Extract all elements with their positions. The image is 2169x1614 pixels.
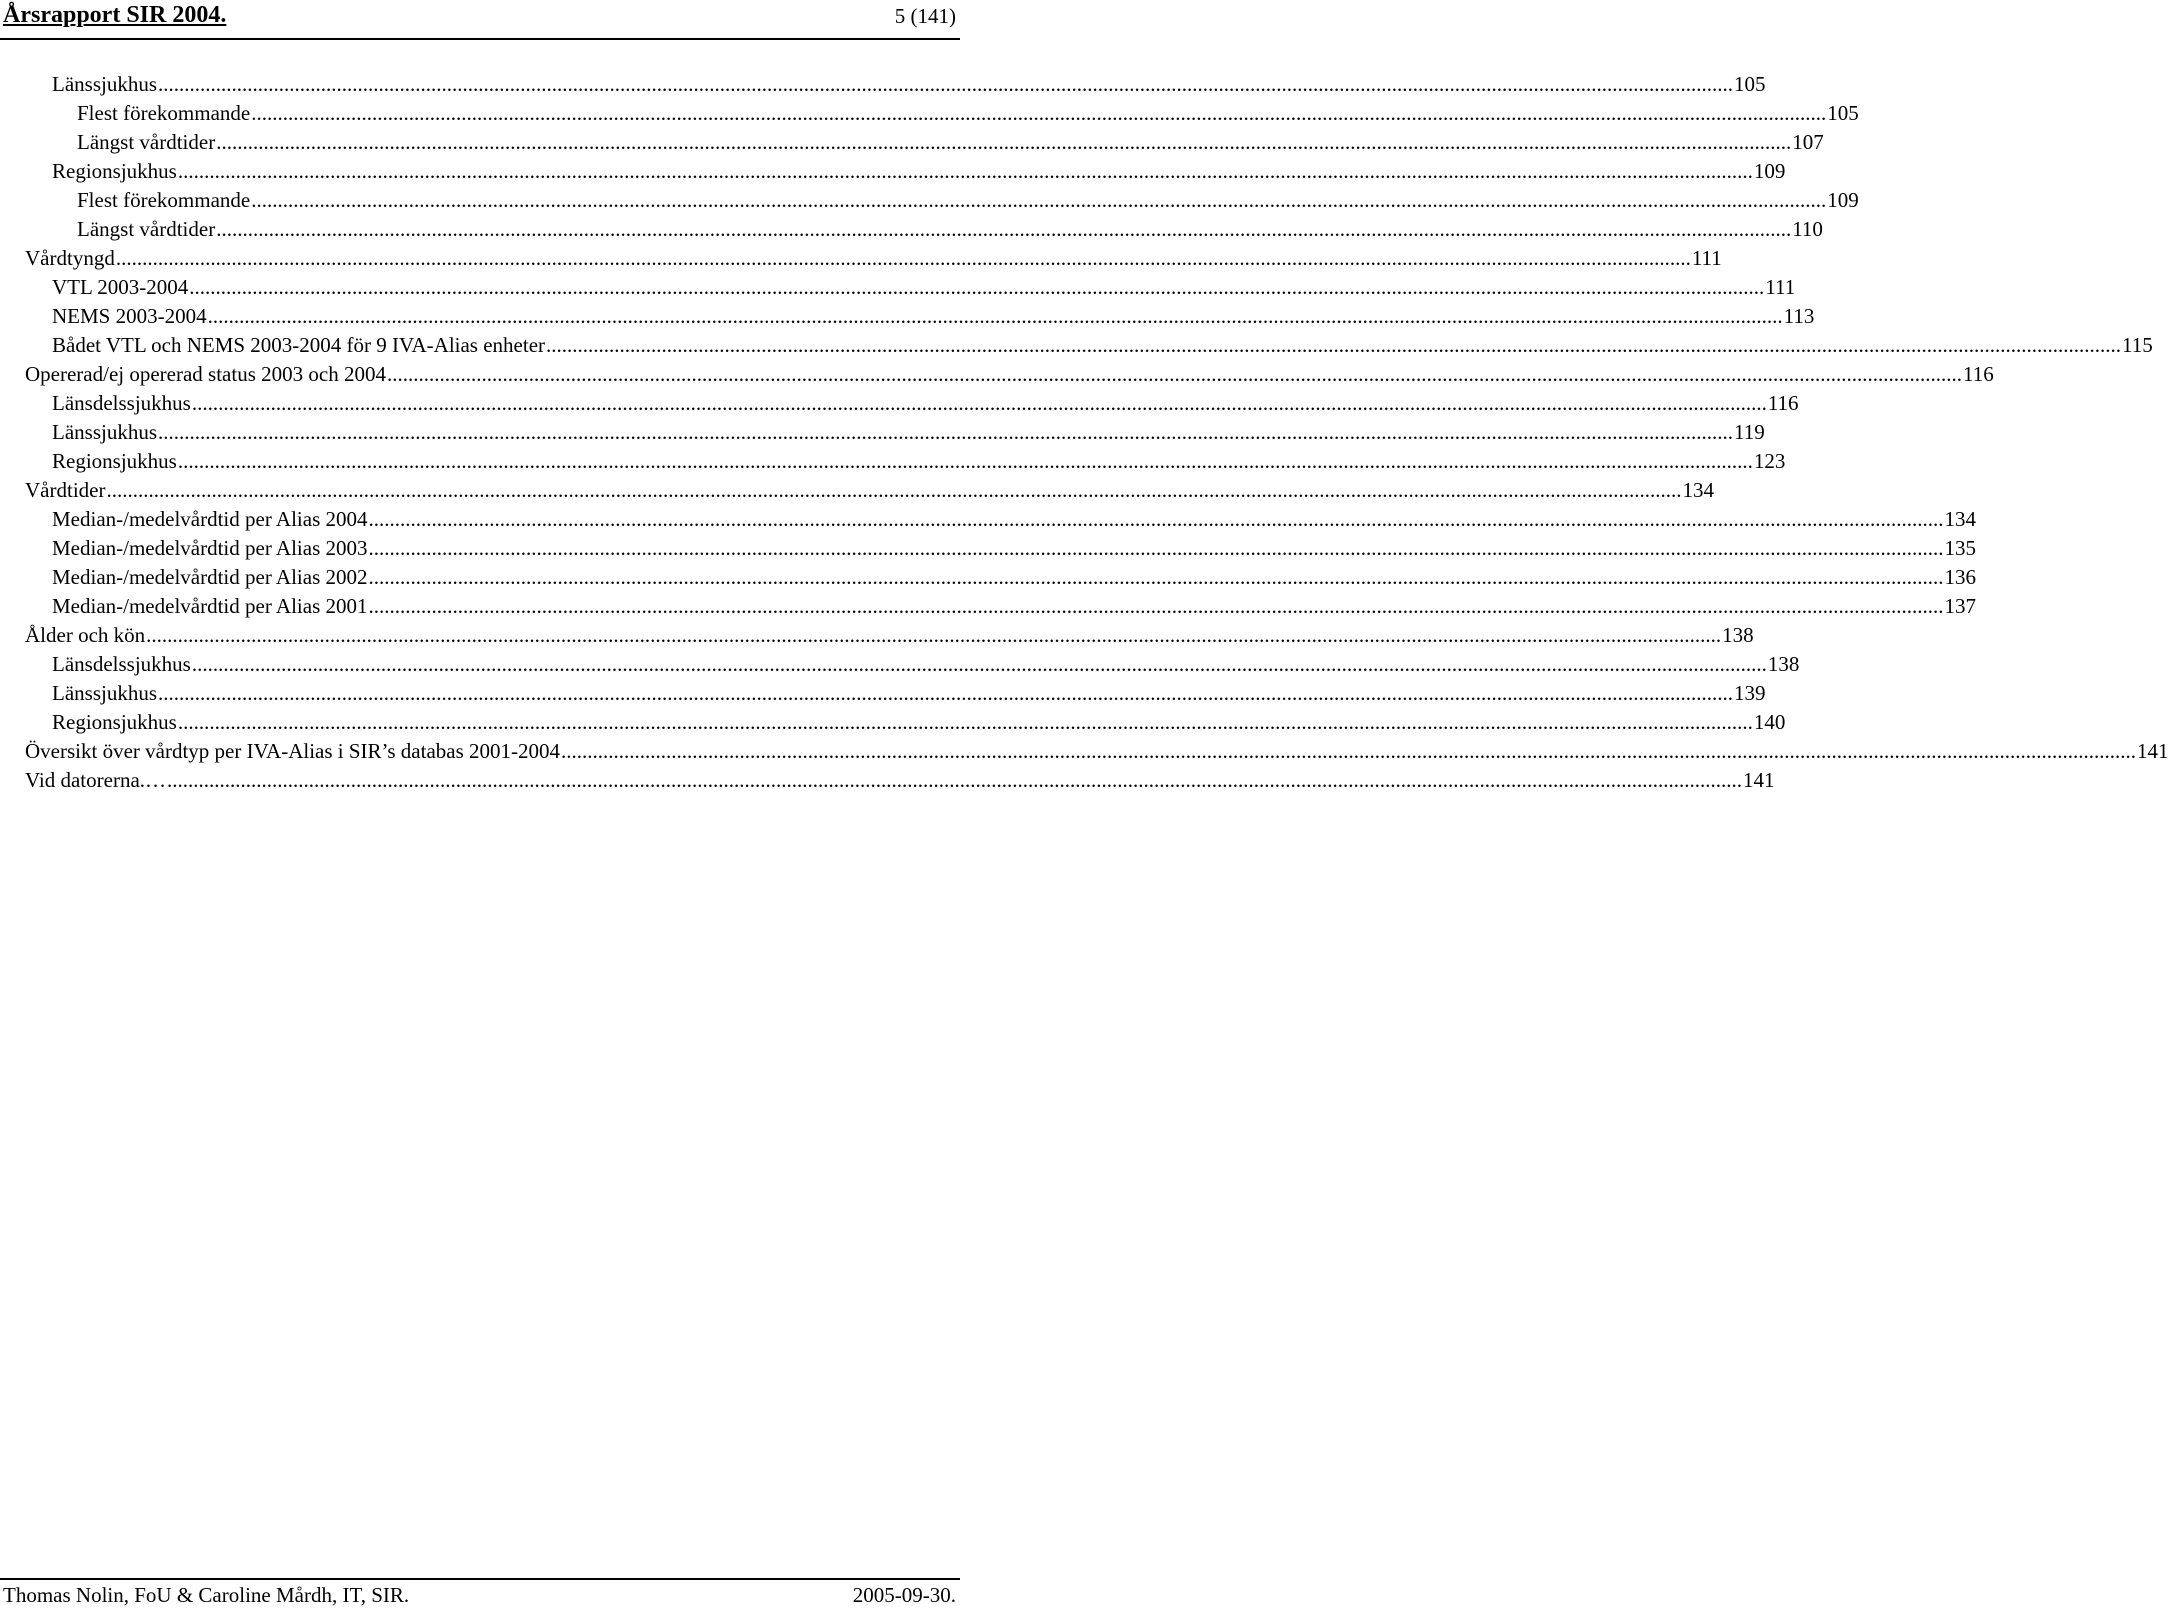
toc-entry-page: 109 bbox=[1827, 188, 1859, 212]
toc-dot-leader: ............................................................................................................................................................................................................................................................................................................ bbox=[146, 623, 1722, 647]
toc-dot-leader: ............................................................................................................................................................................................................................................................................................................ bbox=[191, 391, 1767, 415]
toc-entry[interactable] bbox=[25, 621, 1754, 650]
toc-entry-label: Längst vårdtider bbox=[77, 130, 216, 154]
toc-entry-label: Median-/medelvårdtid per Alias 2002 bbox=[52, 565, 368, 589]
toc-dot-leader: ............................................................................................................................................................................................................................................................................................................ bbox=[177, 449, 1753, 473]
toc-entry-label: Median-/medelvårdtid per Alias 2004 bbox=[52, 507, 368, 531]
toc-entry-page: 119 bbox=[1734, 420, 1765, 444]
toc-entry-page: 136 bbox=[1944, 565, 1977, 589]
toc-entry-page: 140 bbox=[1753, 710, 1786, 734]
toc-entry-label: Opererad/ej opererad status 2003 och 2004 bbox=[25, 362, 386, 386]
toc-entry-page: 138 bbox=[1722, 623, 1754, 647]
toc-entry-label: Flest förekommande bbox=[77, 101, 251, 125]
toc-entry-page: 134 bbox=[1682, 478, 1714, 502]
toc-entry-label: Längst vårdtider bbox=[77, 217, 216, 241]
toc-entry-label: Regionsjukhus bbox=[52, 159, 177, 183]
toc-entry[interactable] bbox=[25, 505, 1977, 534]
toc-dot-leader: ............................................................................................................................................................................................................................................................................................................ bbox=[368, 565, 1944, 589]
toc-dot-leader: ............................................................................................................................................................................................................................................................................................................ bbox=[368, 594, 1944, 618]
page-footer bbox=[0, 1578, 960, 1614]
toc-entry[interactable] bbox=[25, 273, 1796, 302]
toc-entry[interactable] bbox=[25, 331, 2153, 360]
toc-dot-leader: ............................................................................................................................................................................................................................................................................................................ bbox=[546, 333, 2122, 357]
toc-entry[interactable] bbox=[25, 766, 1775, 795]
toc-entry-page: 137 bbox=[1944, 594, 1977, 618]
toc-entry-label: Länsdelssjukhus bbox=[52, 652, 191, 676]
toc-entry-page: 134 bbox=[1944, 507, 1977, 531]
toc-entry-page: 111 bbox=[1765, 275, 1796, 299]
footer-authors: Thomas Nolin, FoU & Caroline Mårdh, IT, SIR. bbox=[3, 1583, 410, 1607]
toc-entry-page: 110 bbox=[1792, 217, 1823, 241]
toc-entry[interactable] bbox=[25, 244, 1722, 273]
toc-dot-leader: ............................................................................................................................................................................................................................................................................................................ bbox=[368, 507, 1944, 531]
toc-entry[interactable] bbox=[25, 302, 1815, 331]
toc-entry-label: NEMS 2003-2004 bbox=[52, 304, 207, 328]
toc-entry[interactable] bbox=[25, 99, 1859, 128]
toc-entry-page: 135 bbox=[1944, 536, 1977, 560]
footer-date: 2005-09-30. bbox=[852, 1583, 956, 1607]
document-title: Årsrapport SIR 2004. bbox=[3, 2, 227, 28]
toc-entry-page: 115 bbox=[2122, 333, 2153, 357]
toc-dot-leader: ............................................................................................................................................................................................................................................................................................................ bbox=[251, 188, 1827, 212]
toc-entry[interactable] bbox=[25, 447, 1786, 476]
toc-dot-leader: ............................................................................................................................................................................................................................................................................................................ bbox=[158, 681, 1733, 705]
toc-dot-leader: ............................................................................................................................................................................................................................................................................................................ bbox=[216, 130, 1792, 154]
toc-entry-page: 139 bbox=[1734, 681, 1766, 705]
toc-dot-leader: ............................................................................................................................................................................................................................................................................................................ bbox=[177, 710, 1753, 734]
toc-dot-leader: ............................................................................................................................................................................................................................................................................................................ bbox=[106, 478, 1682, 502]
toc-dot-leader: ............................................................................................................................................................................................................................................................................................................ bbox=[368, 536, 1944, 560]
toc-entry-page: 113 bbox=[1783, 304, 1815, 328]
toc-entry-label: Länssjukhus bbox=[52, 681, 157, 705]
toc-entry-page: 123 bbox=[1753, 449, 1786, 473]
toc-entry[interactable] bbox=[25, 708, 1786, 737]
toc-dot-leader: ............................................................................................................................................................................................................................................................................................................ bbox=[191, 652, 1767, 676]
toc-entry-label: Vårdtyngd bbox=[25, 246, 115, 270]
toc-entry[interactable] bbox=[25, 534, 1977, 563]
toc-entry-label: Översikt över vårdtyp per IVA-Alias i SIR’s databas 2001-2004 bbox=[25, 739, 561, 763]
toc-dot-leader: ............................................................................................................................................................................................................................................................................................................ bbox=[158, 420, 1733, 444]
toc-entry-label: Regionsjukhus bbox=[52, 710, 177, 734]
toc-entry-page: 107 bbox=[1792, 130, 1824, 154]
toc-dot-leader: ............................................................................................................................................................................................................................................................................................................ bbox=[207, 304, 1783, 328]
toc-entry[interactable] bbox=[25, 650, 1800, 679]
toc-entry-label: Vid datorerna.… bbox=[25, 768, 167, 792]
page-number: 5 (141) bbox=[894, 4, 956, 28]
toc-entry[interactable] bbox=[25, 679, 1766, 708]
table-of-contents bbox=[25, 70, 2169, 795]
toc-entry-page: 111 bbox=[1691, 246, 1722, 270]
toc-entry-page: 138 bbox=[1767, 652, 1800, 676]
toc-entry[interactable] bbox=[25, 186, 1859, 215]
toc-entry-page: 141 bbox=[1743, 768, 1775, 792]
toc-entry[interactable] bbox=[25, 215, 1823, 244]
toc-entry-label: Median-/medelvårdtid per Alias 2003 bbox=[52, 536, 368, 560]
toc-entry-label: Vårdtider bbox=[25, 478, 106, 502]
toc-dot-leader: ............................................................................................................................................................................................................................................................................................................ bbox=[167, 768, 1743, 792]
toc-dot-leader: ............................................................................................................................................................................................................................................................................................................ bbox=[189, 275, 1765, 299]
toc-entry-page: 109 bbox=[1753, 159, 1786, 183]
toc-dot-leader: ............................................................................................................................................................................................................................................................................................................ bbox=[115, 246, 1691, 270]
toc-entry[interactable] bbox=[25, 563, 1977, 592]
toc-entry[interactable] bbox=[25, 418, 1765, 447]
toc-dot-leader: ............................................................................................................................................................................................................................................................................................................ bbox=[216, 217, 1792, 241]
toc-entry-page: 105 bbox=[1734, 72, 1766, 96]
toc-entry[interactable] bbox=[25, 389, 1799, 418]
toc-entry[interactable] bbox=[25, 157, 1786, 186]
toc-entry-label: Länssjukhus bbox=[52, 420, 157, 444]
toc-dot-leader: ............................................................................................................................................................................................................................................................................................................ bbox=[561, 739, 2137, 763]
toc-entry-label: Länsdelssjukhus bbox=[52, 391, 191, 415]
toc-dot-leader: ............................................................................................................................................................................................................................................................................................................ bbox=[158, 72, 1733, 96]
toc-entry-label: Länssjukhus bbox=[52, 72, 157, 96]
toc-entry[interactable] bbox=[25, 592, 1977, 621]
toc-entry-page: 105 bbox=[1827, 101, 1859, 125]
toc-entry[interactable] bbox=[25, 476, 1714, 505]
toc-entry-page: 141 bbox=[2137, 739, 2169, 763]
toc-entry[interactable] bbox=[25, 737, 2169, 766]
toc-entry-label: Ålder och kön bbox=[25, 623, 146, 647]
toc-entry-label: Median-/medelvårdtid per Alias 2001 bbox=[52, 594, 368, 618]
toc-entry-page: 116 bbox=[1962, 362, 1994, 386]
toc-dot-leader: ............................................................................................................................................................................................................................................................................................................ bbox=[251, 101, 1827, 125]
toc-dot-leader: ............................................................................................................................................................................................................................................................................................................ bbox=[386, 362, 1962, 386]
toc-entry-label: VTL 2003-2004 bbox=[52, 275, 189, 299]
toc-entry[interactable] bbox=[25, 128, 1824, 157]
toc-entry-label: Regionsjukhus bbox=[52, 449, 177, 473]
page-header bbox=[0, 0, 960, 40]
toc-entry-label: Flest förekommande bbox=[77, 188, 251, 212]
toc-entry[interactable] bbox=[25, 360, 1994, 389]
toc-dot-leader: ............................................................................................................................................................................................................................................................................................................ bbox=[177, 159, 1753, 183]
toc-entry-label: Bådet VTL och NEMS 2003-2004 för 9 IVA-Alias enheter bbox=[52, 333, 546, 357]
toc-entry-page: 116 bbox=[1767, 391, 1799, 415]
toc-entry[interactable] bbox=[25, 70, 1766, 99]
